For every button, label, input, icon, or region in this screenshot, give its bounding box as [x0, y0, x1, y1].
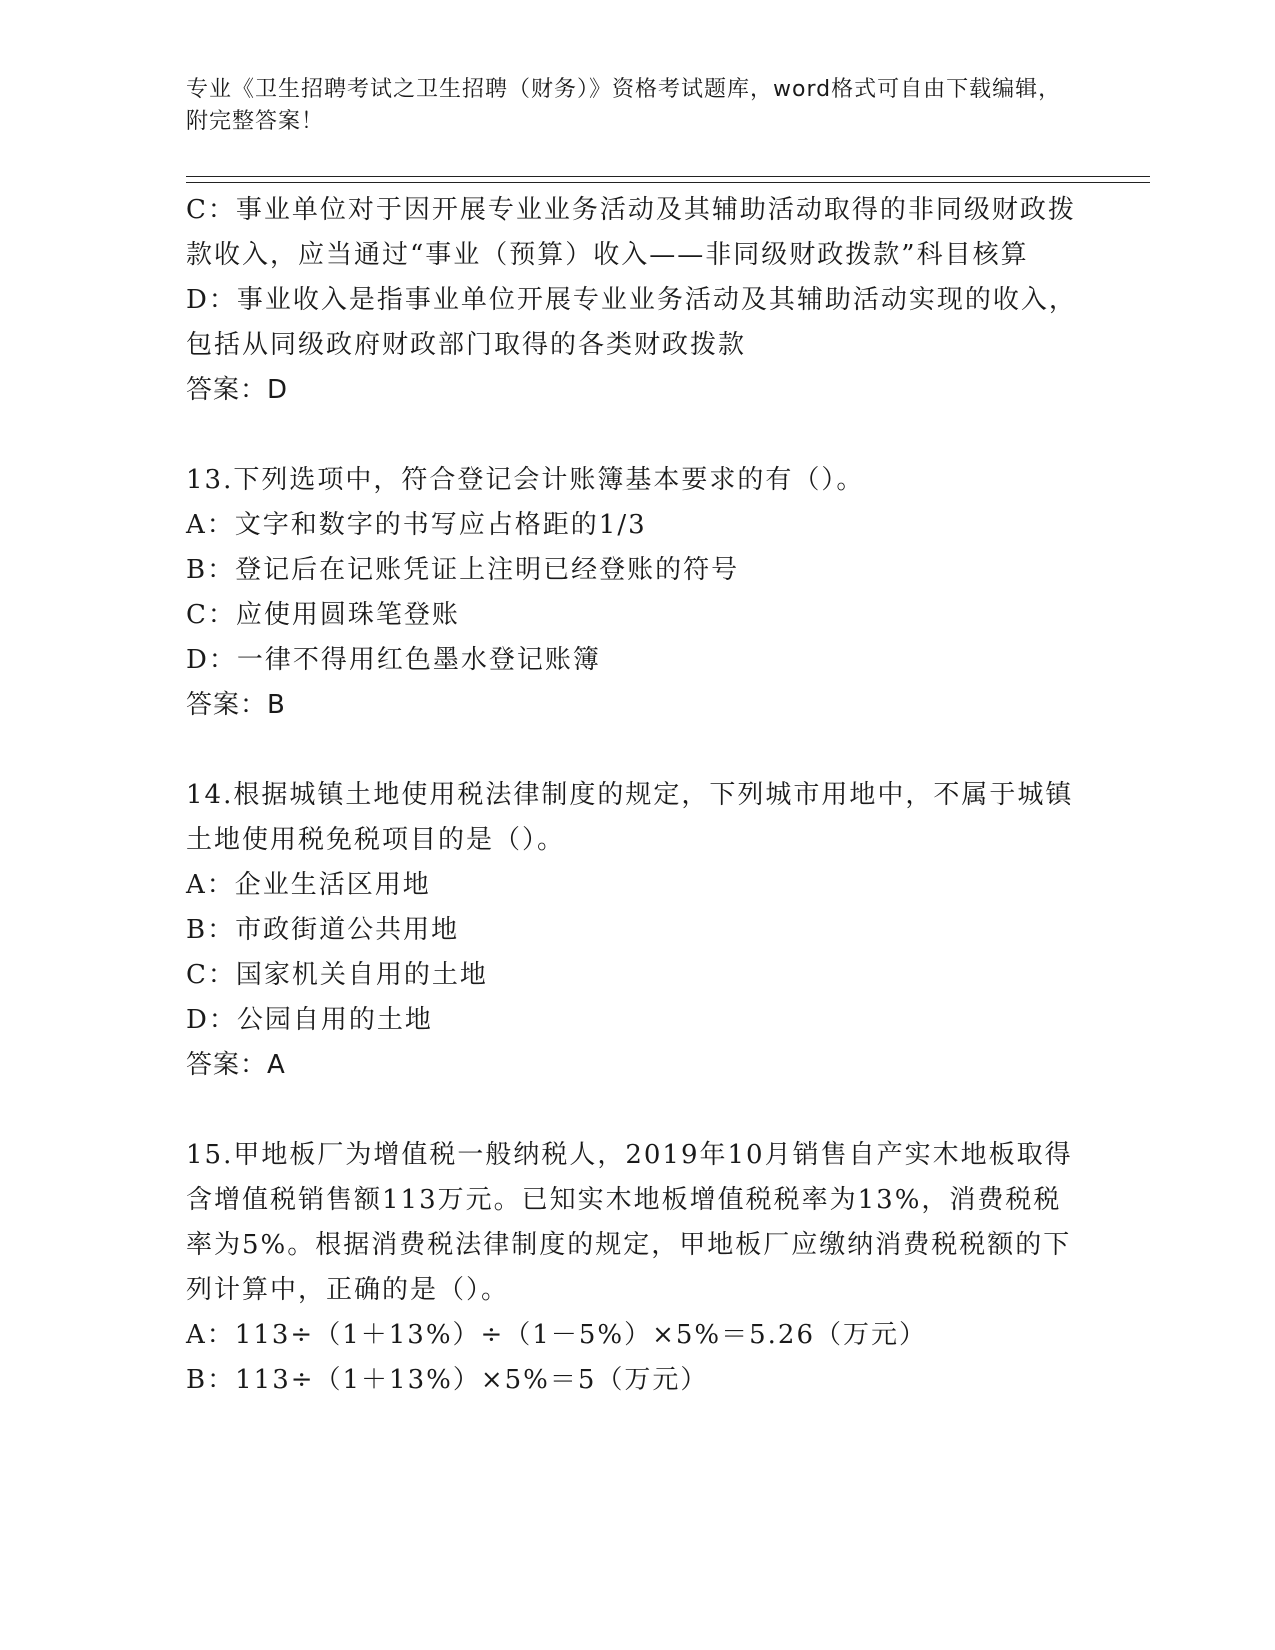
answer-line: 答案：D	[186, 375, 289, 405]
option-c: C：国家机关自用的土地	[186, 960, 488, 990]
document-header: 专业《卫生招聘考试之卫生招聘（财务）》资格考试题库，word格式可自由下载编辑，附完整答案！	[186, 77, 1062, 134]
question-stem: 15.甲地板厂为增值税一般纳税人，2019年10月销售自产实木地板取得含增值税销售额113万元。已知实木地板增值税税率为13%，消费税税率为5%。根据消费税法律制度的规定，甲地板厂应缴纳消费税税额的下列计算中，正确的是（）。	[186, 1140, 1073, 1305]
question-stem: 13.下列选项中，符合登记会计账簿基本要求的有（）。	[186, 465, 865, 495]
option-b: B：113÷（1＋13%）×5%＝5（万元）	[186, 1365, 709, 1395]
option-a: A：文字和数字的书写应占格距的1/3	[186, 510, 647, 540]
option-c: C：事业单位对于因开展专业业务活动及其辅助活动取得的非同级财政拨款收入，应当通过“事业（预算）收入——非同级财政拨款”科目核算	[186, 195, 1076, 270]
previous-question-block	[186, 188, 1086, 413]
answer-line: 答案：B	[186, 690, 286, 720]
question-13	[186, 458, 1086, 728]
header-divider-bottom	[186, 182, 1150, 183]
question-content	[186, 188, 1086, 1403]
option-b: B：登记后在记账凭证上注明已经登账的符号	[186, 555, 740, 585]
option-d: D：公园自用的土地	[186, 1005, 433, 1035]
option-d: D：一律不得用红色墨水登记账簿	[186, 645, 601, 675]
answer-line: 答案：A	[186, 1050, 286, 1080]
question-stem: 14.根据城镇土地使用税法律制度的规定，下列城市用地中，不属于城镇土地使用税免税项目的是（）。	[186, 780, 1074, 855]
option-a: A：企业生活区用地	[186, 870, 431, 900]
option-a: A：113÷（1＋13%）÷（1－5%）×5%＝5.26（万元）	[186, 1320, 928, 1350]
header-divider-top	[186, 176, 1150, 177]
spacer	[186, 1088, 1086, 1133]
question-14	[186, 773, 1086, 1088]
spacer	[186, 413, 1086, 458]
option-b: B：市政街道公共用地	[186, 915, 460, 945]
option-c: C：应使用圆珠笔登账	[186, 600, 460, 630]
spacer	[186, 728, 1086, 773]
question-15	[186, 1133, 1086, 1403]
option-d: D：事业收入是指事业单位开展专业业务活动及其辅助活动实现的收入，包括从同级政府财政部门取得的各类财政拨款	[186, 285, 1077, 360]
